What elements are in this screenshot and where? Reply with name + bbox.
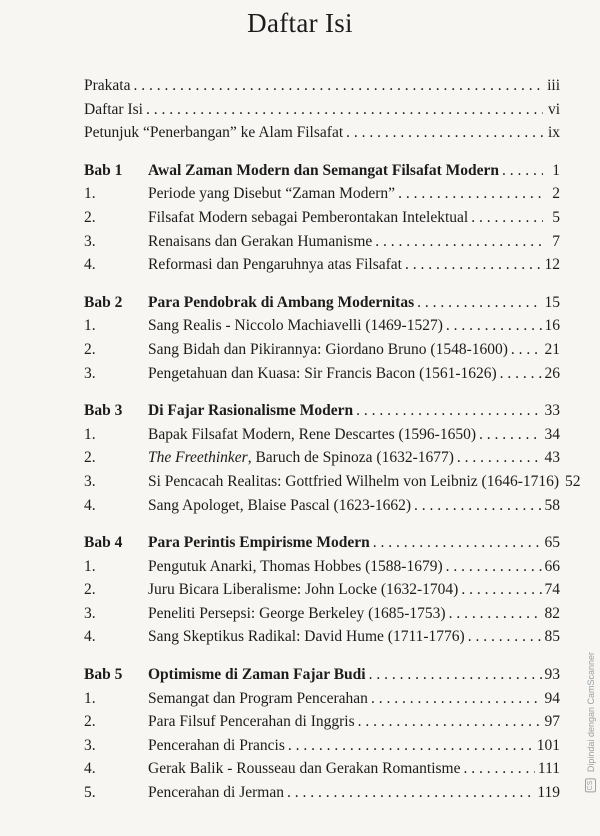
- chapter-label: Bab 3: [84, 402, 123, 420]
- section-number: 5.: [84, 784, 96, 802]
- chapter-label: Bab 5: [84, 666, 123, 684]
- section-page: 5: [552, 208, 560, 226]
- section-title: Peneliti Persepsi: George Berkeley (1685-1753): [148, 604, 446, 622]
- section-entry: [84, 182, 560, 206]
- section-page: 12: [544, 256, 560, 274]
- section-title: Filsafat Modern sebagai Pemberontakan Intelektual: [148, 208, 469, 226]
- chapter-label: Bab 1: [84, 161, 123, 179]
- leader-dots: [468, 625, 542, 649]
- section-entry: [84, 362, 560, 386]
- section-number: 1.: [84, 317, 96, 335]
- watermark-text: Dipindai dengan CamScanner: [586, 651, 596, 772]
- chapter-title: Optimisme di Zaman Fajar Budi: [148, 666, 366, 684]
- section-number: 3.: [84, 472, 96, 490]
- section-page: 21: [544, 340, 560, 358]
- section-entry: [84, 230, 560, 254]
- section-title: Si Pencacah Realitas: Gottfried Wilhelm von Leibniz (1646-1716): [148, 472, 560, 490]
- section-entry: [84, 253, 560, 277]
- toc-entry-page: ix: [547, 124, 560, 142]
- scanner-watermark: [585, 652, 596, 792]
- chapter-heading: [84, 291, 560, 315]
- chapter-heading: [84, 663, 560, 687]
- section-page: 74: [544, 581, 560, 599]
- leader-dots: [414, 494, 541, 518]
- chapter-page: 15: [544, 293, 560, 311]
- section-page: 34: [544, 425, 560, 443]
- section-page: 7: [552, 232, 560, 250]
- section-entry: [84, 734, 560, 758]
- section-number: 2.: [84, 713, 96, 731]
- leader-dots: [146, 98, 543, 122]
- section-entry: [84, 423, 560, 447]
- section-title: Reformasi dan Pengaruhnya atas Filsafat: [148, 256, 402, 274]
- section-entry: [84, 710, 560, 734]
- leader-dots: [461, 578, 541, 602]
- chapter-page: 1: [552, 161, 560, 179]
- table-of-contents: [84, 74, 581, 805]
- section-entry: [84, 578, 560, 602]
- page-title: Daftar Isi: [247, 8, 353, 38]
- chapter-title: Di Fajar Rasionalisme Modern: [148, 402, 354, 420]
- leader-dots: [371, 687, 542, 711]
- section-title: Pencerahan di Prancis: [148, 736, 285, 754]
- section-title: The Freethinker, Baruch de Spinoza (1632-1677): [148, 449, 454, 467]
- leader-dots: [346, 121, 543, 145]
- leader-dots: [398, 182, 543, 206]
- section-entry: [84, 555, 560, 579]
- chapter-page: 33: [544, 402, 560, 420]
- section-title: Juru Bicara Liberalisme: John Locke (1632-1704): [148, 581, 459, 599]
- section-page: 26: [544, 364, 560, 382]
- section-number: 2.: [84, 340, 96, 358]
- section-number: 4.: [84, 256, 96, 274]
- section-page: 101: [536, 736, 560, 754]
- section-title: Sang Bidah dan Pikirannya: Giordano Bruno (1548-1600): [148, 340, 508, 358]
- section-page: 43: [544, 449, 560, 467]
- leader-dots: [479, 423, 542, 447]
- section-title: Pengetahuan dan Kuasa: Sir Francis Bacon (1561-1626): [148, 364, 497, 382]
- section-title: Sang Skeptikus Radikal: David Hume (1711-1776): [148, 628, 465, 646]
- section-entry: [84, 338, 560, 362]
- section-entry: [84, 757, 560, 781]
- leader-dots: [500, 362, 542, 386]
- section-page: 66: [544, 557, 560, 575]
- leader-dots: [502, 159, 543, 183]
- section-page: 58: [544, 496, 560, 514]
- leader-dots: [464, 757, 535, 781]
- section-number: 2.: [84, 581, 96, 599]
- section-number: 3.: [84, 364, 96, 382]
- section-page: 52: [565, 472, 581, 490]
- section-title: Periode yang Disebut “Zaman Modern”: [148, 185, 396, 203]
- leader-dots: [373, 531, 542, 555]
- section-number: 3.: [84, 604, 96, 622]
- leader-dots: [471, 206, 543, 230]
- leader-dots: [369, 663, 542, 687]
- section-page: 82: [544, 604, 560, 622]
- leader-dots: [358, 710, 542, 734]
- chapter-heading: [84, 531, 560, 555]
- section-title: Pengutuk Anarki, Thomas Hobbes (1588-1679): [148, 557, 443, 575]
- section-page: 119: [537, 784, 560, 802]
- toc-entry-title: Petunjuk “Penerbangan” ke Alam Filsafat: [84, 124, 344, 142]
- section-number: 1.: [84, 557, 96, 575]
- section-page: 97: [544, 713, 560, 731]
- section-title: Semangat dan Program Pencerahan: [148, 689, 368, 707]
- leader-dots: [133, 74, 543, 98]
- section-number: 4.: [84, 496, 96, 514]
- leader-dots: [457, 446, 542, 470]
- chapter-title: Para Perintis Empirisme Modern: [148, 534, 370, 552]
- leader-dots: [375, 230, 543, 254]
- section-title: Gerak Balik - Rousseau dan Gerakan Romantisme: [148, 760, 461, 778]
- leader-dots: [288, 734, 534, 758]
- section-number: 2.: [84, 208, 96, 226]
- section-title: Sang Apologet, Blaise Pascal (1623-1662): [148, 496, 412, 514]
- section-entry: [84, 687, 560, 711]
- section-number: 3.: [84, 232, 96, 250]
- toc-entry-petunjuk: [84, 121, 560, 145]
- leader-dots: [356, 399, 541, 423]
- section-entry: [84, 602, 560, 626]
- leader-dots: [417, 291, 541, 315]
- section-entry: [84, 781, 560, 805]
- section-entry: [84, 314, 560, 338]
- section-number: 1.: [84, 425, 96, 443]
- section-title: Para Filsuf Pencerahan di Inggris: [148, 713, 355, 731]
- toc-entry-title: Prakata: [84, 77, 131, 94]
- chapter-title: Awal Zaman Modern dan Semangat Filsafat Modern: [148, 161, 500, 179]
- toc-entry-page: vi: [547, 100, 560, 118]
- toc-entry-page: iii: [547, 77, 560, 94]
- chapter-page: 65: [544, 534, 560, 552]
- section-number: 2.: [84, 449, 96, 467]
- section-title: Pencerahan di Jerman: [148, 784, 284, 802]
- section-number: 1.: [84, 689, 96, 707]
- leader-dots: [511, 338, 542, 362]
- chapter-title: Para Pendobrak di Ambang Modernitas: [148, 293, 415, 311]
- chapter-label: Bab 2: [84, 293, 123, 311]
- section-page: 111: [537, 760, 560, 778]
- section-number: 4.: [84, 628, 96, 646]
- camscanner-logo-icon: CS: [587, 780, 594, 790]
- section-entry: [84, 446, 560, 470]
- chapter-heading: [84, 159, 560, 183]
- section-entry: [84, 494, 560, 518]
- leader-dots: [446, 555, 542, 579]
- section-number: 1.: [84, 185, 96, 203]
- leader-dots: [446, 314, 542, 338]
- section-number: 3.: [84, 736, 96, 754]
- section-page: 85: [544, 628, 560, 646]
- leader-dots: [287, 781, 534, 805]
- section-entry: [84, 470, 581, 494]
- section-title: Sang Realis - Niccolo Machiavelli (1469-1527): [148, 317, 443, 335]
- section-entry: [84, 625, 560, 649]
- section-title: Renaisans dan Gerakan Humanisme: [148, 232, 373, 250]
- section-page: 16: [544, 317, 560, 335]
- section-entry: [84, 206, 560, 230]
- chapter-heading: [84, 399, 560, 423]
- chapter-page: 93: [544, 666, 560, 684]
- section-page: 94: [544, 689, 560, 707]
- toc-entry-daftar-isi: [84, 98, 560, 122]
- chapter-label: Bab 4: [84, 534, 123, 552]
- toc-entry-title: Daftar Isi: [84, 100, 143, 118]
- toc-entry-prakata: [84, 74, 560, 98]
- leader-dots: [449, 602, 542, 626]
- leader-dots: [405, 253, 542, 277]
- section-number: 4.: [84, 760, 96, 778]
- section-title: Bapak Filsafat Modern, Rene Descartes (1596-1650): [148, 425, 476, 443]
- section-page: 2: [552, 185, 560, 203]
